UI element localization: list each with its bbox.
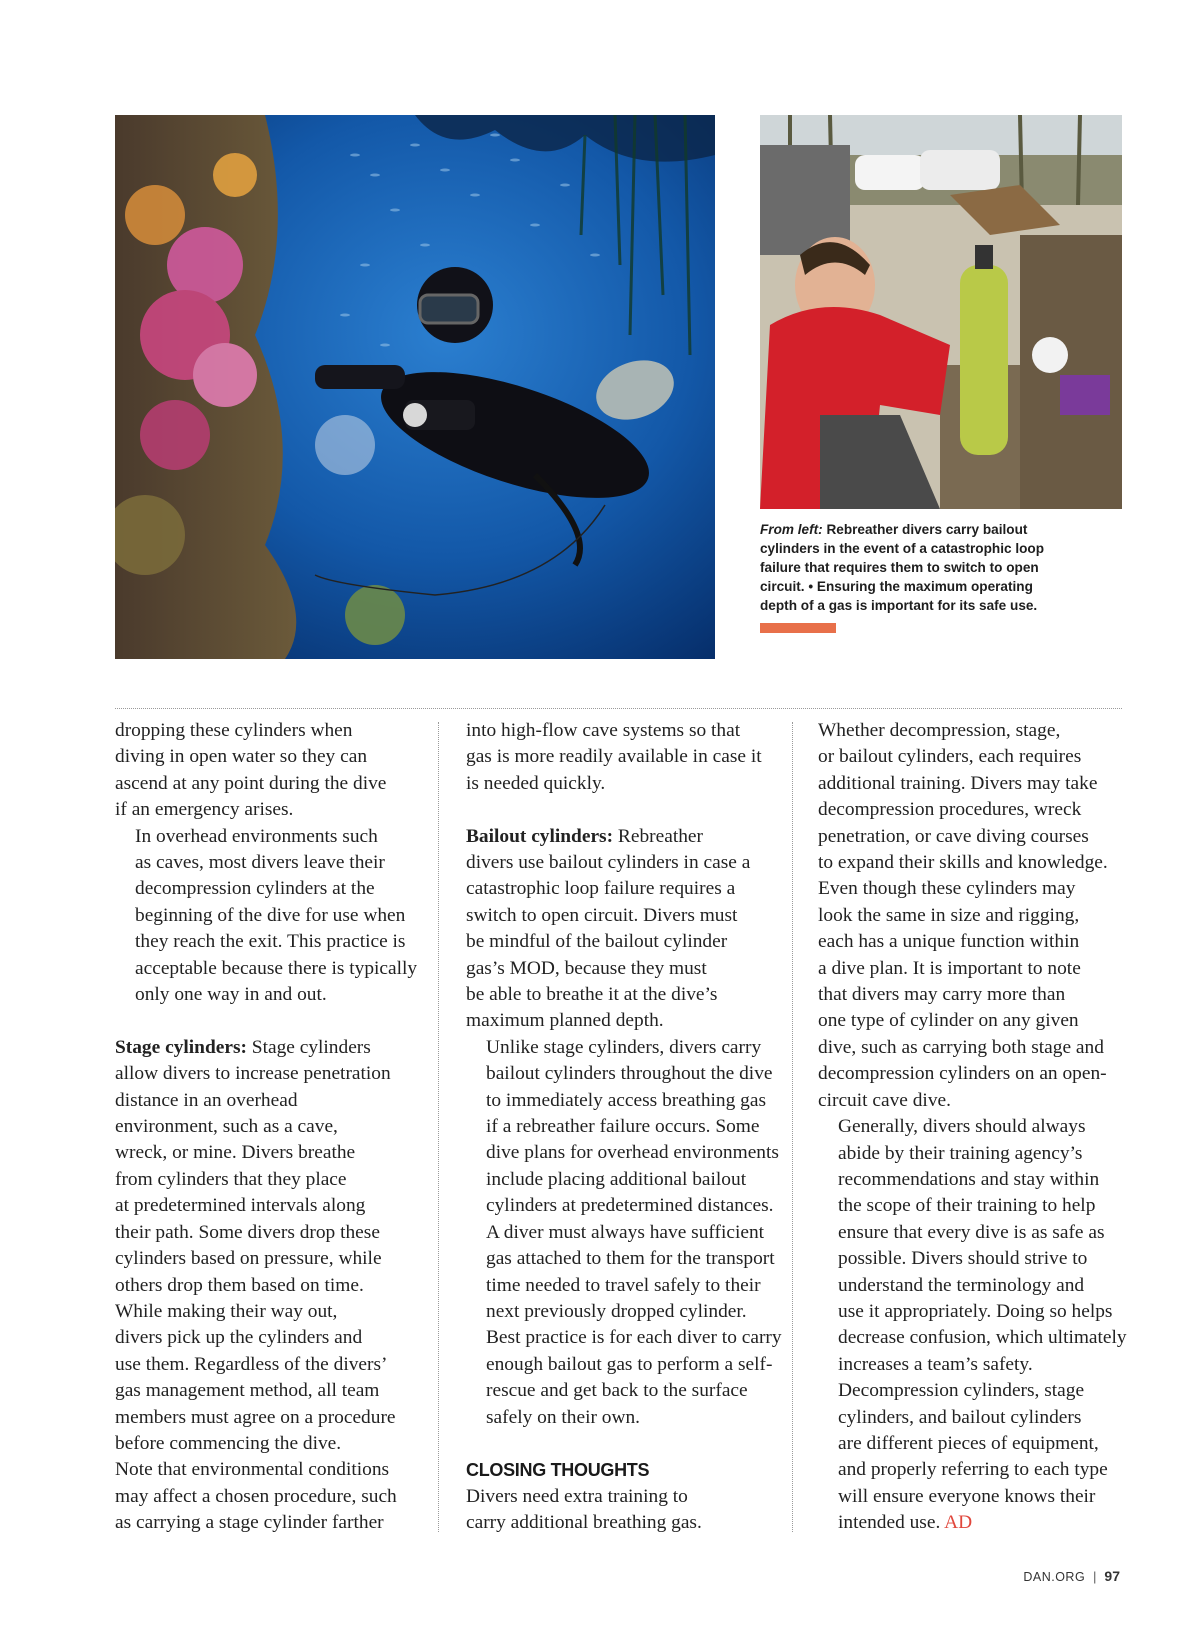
text-line: Decompression cylinders, stage: [838, 1380, 1085, 1402]
text-line: Whether decompression, stage,: [818, 720, 1061, 741]
stage-cylinders-heading: Stage cylinders:: [115, 1036, 247, 1058]
text-line: gas is more readily available in case it: [466, 746, 762, 768]
text-line: into high-flow cave systems so that: [466, 720, 741, 741]
text-line: use them. Regardless of the divers’: [115, 1353, 388, 1375]
text-line: increases a team’s safety.: [838, 1353, 1033, 1375]
text-line: decompression cylinders on an open-: [818, 1063, 1107, 1085]
text-line: at predetermined intervals along: [115, 1195, 366, 1217]
text-line: penetration, or cave diving courses: [818, 825, 1089, 847]
col2-paragraph-3: [466, 1035, 782, 1431]
text-line: members must agree on a procedure: [115, 1406, 396, 1428]
footer-site[interactable]: DAN.ORG: [1023, 1570, 1086, 1584]
text-line: Generally, divers should always: [838, 1116, 1086, 1138]
article-column-3: [818, 718, 1127, 1537]
text-line: Best practice is for each diver to carry: [486, 1327, 782, 1349]
text-line: is needed quickly.: [466, 772, 606, 794]
text-line: Even though these cylinders may: [818, 878, 1076, 900]
author-signature: AD: [944, 1512, 973, 1534]
text-line: the scope of their training to help: [838, 1195, 1096, 1217]
text-line: from cylinders that they place: [115, 1168, 347, 1190]
text-line: decrease confusion, which ultimately: [838, 1327, 1127, 1349]
col3-paragraph-1: [818, 718, 1118, 1114]
text-line: diving in open water so they can: [115, 746, 368, 768]
text-line: cylinders, and bailout cylinders: [838, 1406, 1082, 1428]
text-line: ensure that every dive is as safe as: [838, 1221, 1105, 1243]
text-line: one type of cylinder on any given: [818, 1010, 1079, 1032]
text-line: Note that environmental conditions: [115, 1459, 390, 1481]
text-line: to immediately access breathing gas: [486, 1089, 766, 1111]
text-line: While making their way out,: [115, 1300, 338, 1322]
text-line: divers pick up the cylinders and: [115, 1327, 363, 1349]
bailout-cylinders-heading: Bailout cylinders:: [466, 825, 614, 847]
text-line: time needed to travel safely to their: [486, 1274, 761, 1296]
text-line: they reach the exit. This practice is: [135, 931, 406, 953]
text-line: will ensure everyone knows their: [838, 1485, 1096, 1507]
text-line: environment, such as a cave,: [115, 1116, 338, 1138]
text-line: a dive plan. It is important to note: [818, 957, 1081, 979]
text-line: bailout cylinders throughout the dive: [486, 1063, 773, 1085]
diver-photo: [115, 115, 715, 659]
col1-paragraph-2: [115, 824, 418, 1009]
diver-photo-icon: [115, 115, 715, 659]
caption-accent-bar: [760, 623, 836, 633]
text-line: Divers need extra training to: [466, 1485, 688, 1507]
text-line: next previously dropped cylinder.: [486, 1300, 747, 1322]
text-line: as carrying a stage cylinder farther: [115, 1512, 384, 1534]
text-line: beginning of the dive for use when: [135, 904, 406, 926]
text-line: catastrophic loop failure requires a: [466, 878, 736, 900]
col2-paragraph-2: Bailout cylinders: Rebreather divers use bailout cylinders in case a catastrophic loop failure requires a switch to open circuit. Divers must be mindful of the bailout cylinder gas’s MOD, because they must be able to breathe it at the dive’s maximum planned depth.: [466, 824, 766, 1035]
col2-paragraph-4: [466, 1457, 766, 1536]
text-line: A diver must always have sufficient: [486, 1221, 765, 1243]
text-line: decompression procedures, wreck: [818, 799, 1082, 821]
text-line: include placing additional bailout: [486, 1168, 747, 1190]
text-line: safely on their own.: [486, 1406, 641, 1428]
text-line: switch to open circuit. Divers must: [466, 904, 738, 926]
text-line: cylinders based on pressure, while: [115, 1248, 382, 1270]
text-line: divers use bailout cylinders in case a: [466, 852, 751, 874]
text-line: additional training. Divers may take: [818, 772, 1098, 794]
text-line: each has a unique function within: [818, 931, 1080, 953]
text-line: gas attached to them for the transport: [486, 1248, 775, 1270]
text-line: dropping these cylinders when: [115, 720, 353, 741]
text-line: cylinders at predetermined distances.: [486, 1195, 774, 1217]
text-line: look the same in size and rigging,: [818, 904, 1080, 926]
text-line: In overhead environments such: [135, 825, 378, 847]
text-line: allow divers to increase penetration: [115, 1063, 391, 1085]
text-line: circuit cave dive.: [818, 1089, 951, 1111]
text-line: ascend at any point during the dive: [115, 772, 387, 794]
closing-thoughts-heading: CLOSING THOUGHTS: [466, 1460, 650, 1481]
page-footer: [1023, 1568, 1120, 1584]
text-line: before commencing the dive.: [115, 1432, 342, 1454]
text-line: if an emergency arises.: [115, 799, 294, 821]
text-line: understand the terminology and: [838, 1274, 1085, 1296]
text-line: and properly referring to each type: [838, 1459, 1108, 1481]
text-line: be able to breathe it at the dive’s: [466, 984, 718, 1006]
text-line: dive plans for overhead environments: [486, 1142, 779, 1164]
text-line: maximum planned depth.: [466, 1010, 664, 1032]
text-line: use it appropriately. Doing so helps: [838, 1300, 1113, 1322]
text-line: gas’s MOD, because they must: [466, 957, 707, 979]
text-line: may affect a chosen procedure, such: [115, 1485, 397, 1507]
text-line: Unlike stage cylinders, divers carry: [486, 1036, 762, 1058]
text-line: decompression cylinders at the: [135, 878, 375, 900]
text-line: their path. Some divers drop these: [115, 1221, 380, 1243]
text-line: wreck, or mine. Divers breathe: [115, 1142, 356, 1164]
text-line: are different pieces of equipment,: [838, 1432, 1099, 1454]
cylinder-check-photo-icon: [760, 115, 1122, 509]
text-line: distance in an overhead: [115, 1089, 298, 1111]
column-divider-2: [792, 722, 793, 1532]
col1-paragraph-1: [115, 718, 415, 824]
text-line: or bailout cylinders, each requires: [818, 746, 1082, 768]
caption-lead: From left:: [760, 522, 823, 537]
col3-paragraph-3: Decompression cylinders, stage cylinders, and bailout cylinders are different pieces of equipment, and properly referring to each type will ensure everyone knows their intended use. AD: [818, 1378, 1118, 1536]
text-line: dive, such as carrying both stage and: [818, 1036, 1104, 1058]
article-column-2: [466, 718, 782, 1537]
column-divider-1: [438, 722, 439, 1532]
text-line: only one way in and out.: [135, 984, 327, 1006]
text-line: gas management method, all team: [115, 1380, 380, 1402]
cylinder-check-photo: [760, 115, 1122, 509]
text-line: rescue and get back to the surface: [486, 1380, 748, 1402]
text-line: recommendations and stay within: [838, 1168, 1100, 1190]
text-line: be mindful of the bailout cylinder: [466, 931, 728, 953]
text-line: to expand their skills and knowledge.: [818, 852, 1108, 874]
col1-paragraph-3: Stage cylinders: Stage cylinders allow divers to increase penetration distance in an overhead environment, such as a cave, wreck, or mine. Divers breathe from cylinders that they place at predetermined intervals along their path. Some divers drop these cylinders based on pressure, while others drop them based on time. While making their way out, divers pick up the cylinders and use them. Regardless of the divers’ gas management method, all team members must agree on a procedure before commencing the dive. Note that environmental conditions may affect a chosen procedure, such as carrying a stage cylinder farther: [115, 1035, 415, 1537]
text-line: carry additional breathing gas.: [466, 1512, 702, 1534]
col2-paragraph-1: [466, 718, 766, 797]
text-line: as caves, most divers leave their: [135, 852, 385, 874]
photo-caption: [760, 520, 1070, 615]
col3-paragraph-2: [818, 1114, 1127, 1378]
text-line: abide by their training agency’s: [838, 1142, 1083, 1164]
text-line: enough bailout gas to perform a self-: [486, 1353, 773, 1375]
page-number: 97: [1104, 1568, 1120, 1584]
article-column-1: [115, 718, 418, 1537]
text-line: possible. Divers should strive to: [838, 1248, 1088, 1270]
text-line: others drop them based on time.: [115, 1274, 364, 1296]
text-line: that divers may carry more than: [818, 984, 1066, 1006]
text-line: if a rebreather failure occurs. Some: [486, 1116, 760, 1138]
caption-text: Rebreather divers carry bailout cylinders in the event of a catastrophic loop failure that requires them to switch to open circuit. • Ensuring the maximum operating depth of a gas is important for its safe use.: [760, 522, 1045, 613]
text-line: acceptable because there is typically: [135, 957, 418, 979]
horizontal-divider: [115, 708, 1122, 709]
footer-separator: |: [1093, 1570, 1097, 1584]
